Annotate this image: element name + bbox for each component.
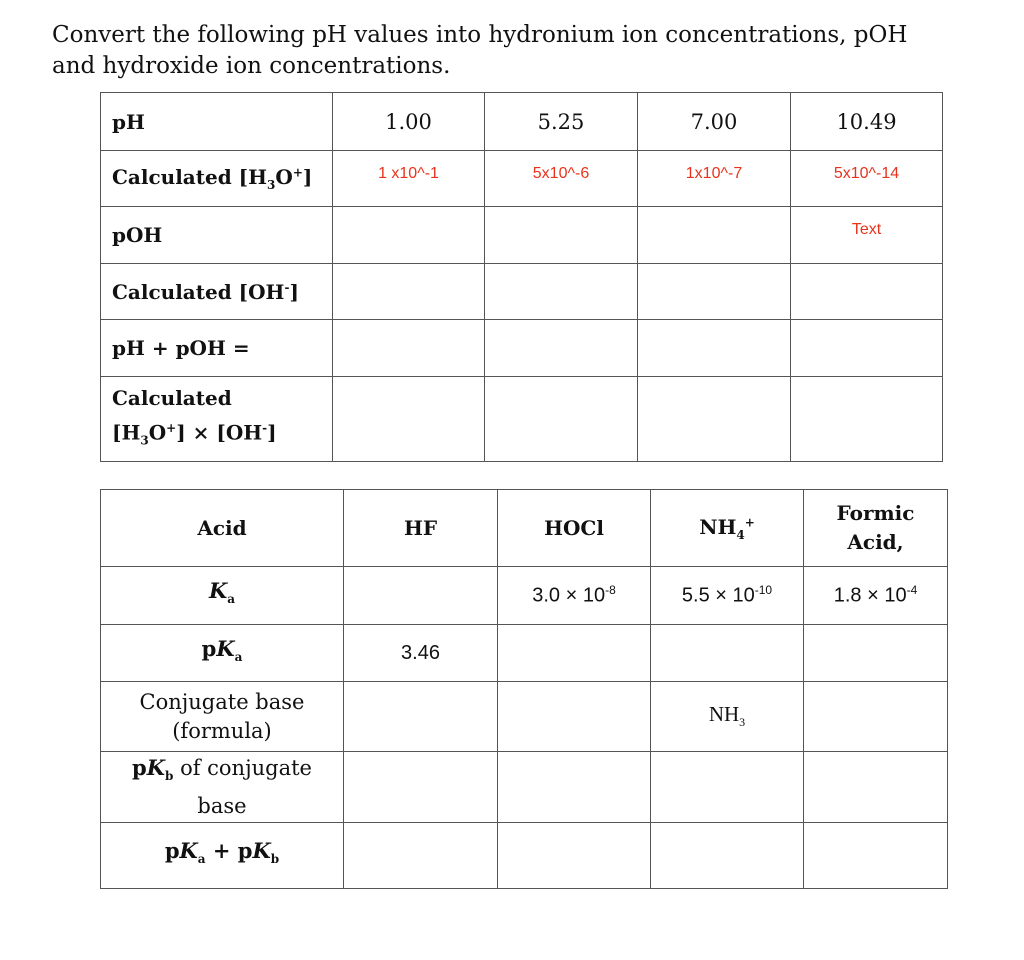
pka-cell[interactable]: 3.46 — [344, 625, 498, 682]
table-row — [101, 207, 943, 264]
conj-row-label: Conjugate base (formula) — [101, 682, 344, 752]
ka-cell[interactable]: $1.8 \times 10^{-4}$ — [804, 567, 948, 625]
pkb-cell[interactable] — [651, 752, 804, 823]
h3o-value-cell[interactable]: 5x10^-14 — [791, 151, 943, 207]
product-value-cell[interactable] — [485, 377, 638, 462]
ph-value-cell[interactable]: 7.00 — [638, 93, 791, 151]
h3o-value-cell[interactable]: 1x10^-7 — [638, 151, 791, 207]
product-value-cell[interactable] — [791, 377, 943, 462]
table-row — [101, 320, 943, 377]
h3o-value-cell[interactable]: 5x10^-6 — [485, 151, 638, 207]
pka-pkb-cell[interactable] — [804, 823, 948, 889]
ka-cell[interactable]: $5.5 \times 10^{-10}$ — [651, 567, 804, 625]
pka-cell[interactable] — [651, 625, 804, 682]
pka-pkb-row-label: $pK_a + pK_b$ — [101, 823, 344, 889]
h3o-row-label: Calculated $[H_3O^+]$ — [101, 151, 333, 207]
product-value-cell[interactable] — [333, 377, 485, 462]
oh-value-cell[interactable] — [485, 264, 638, 320]
sum-value-cell[interactable] — [485, 320, 638, 377]
instructions-title: Convert the following pH values into hydronium ion concentrations, pOH and hydroxide ion concentrations. — [52, 22, 908, 79]
ph-conversion-table — [100, 92, 943, 462]
pka-cell[interactable] — [804, 625, 948, 682]
table-row — [101, 823, 948, 889]
conj-cell[interactable]: $NH_3$ — [651, 682, 804, 752]
ka-row-label: $K_a$ — [101, 567, 344, 625]
oh-value-cell[interactable] — [638, 264, 791, 320]
acid-cell: HOCl — [498, 490, 651, 567]
sum-value-cell[interactable] — [638, 320, 791, 377]
conj-cell[interactable] — [344, 682, 498, 752]
product-value-cell[interactable] — [638, 377, 791, 462]
ph-value-cell[interactable]: 10.49 — [791, 93, 943, 151]
sum-value-cell[interactable] — [791, 320, 943, 377]
table-row — [101, 752, 948, 823]
acid-cell: HF — [344, 490, 498, 567]
product-row-label: Calculated $[H_3O^+] \times [OH^-]$ — [101, 377, 333, 462]
acid-row-label: Acid — [101, 490, 344, 567]
table-row — [101, 567, 948, 625]
pkb-cell[interactable] — [498, 752, 651, 823]
pkb-cell[interactable] — [344, 752, 498, 823]
table-row — [101, 264, 943, 320]
ph-value-cell[interactable]: 1.00 — [333, 93, 485, 151]
oh-value-cell[interactable] — [791, 264, 943, 320]
poh-value-cell[interactable]: Text — [791, 207, 943, 264]
pkb-cell[interactable] — [804, 752, 948, 823]
pka-cell[interactable] — [498, 625, 651, 682]
pka-row-label: $pK_a$ — [101, 625, 344, 682]
pkb-row-label: $pK_b$ of conjugate base — [101, 752, 344, 823]
sum-value-cell[interactable] — [333, 320, 485, 377]
poh-value-cell[interactable] — [638, 207, 791, 264]
ph-row-label: pH — [101, 93, 333, 151]
ka-cell[interactable]: $3.0 \times 10^{-8}$ — [498, 567, 651, 625]
table-row — [101, 93, 943, 151]
table-row — [101, 377, 943, 462]
acid-cell: Formic Acid, — [804, 490, 948, 567]
h3o-value-cell[interactable]: 1 x10^-1 — [333, 151, 485, 207]
poh-value-cell[interactable] — [485, 207, 638, 264]
acid-cell: $NH_4^+$ — [651, 490, 804, 567]
poh-value-cell[interactable] — [333, 207, 485, 264]
ka-cell[interactable] — [344, 567, 498, 625]
conj-cell[interactable] — [498, 682, 651, 752]
oh-row-label: Calculated [OH-] — [101, 264, 333, 320]
pka-pkb-cell[interactable] — [344, 823, 498, 889]
conj-cell[interactable] — [804, 682, 948, 752]
table-row — [101, 682, 948, 752]
table-row — [101, 151, 943, 207]
table-row — [101, 490, 948, 567]
pka-pkb-cell[interactable] — [498, 823, 651, 889]
pka-pkb-cell[interactable] — [651, 823, 804, 889]
acid-table — [100, 489, 948, 889]
sum-row-label: pH + pOH = — [101, 320, 333, 377]
table-row — [101, 625, 948, 682]
oh-value-cell[interactable] — [333, 264, 485, 320]
poh-row-label: pOH — [101, 207, 333, 264]
ph-value-cell[interactable]: 5.25 — [485, 93, 638, 151]
